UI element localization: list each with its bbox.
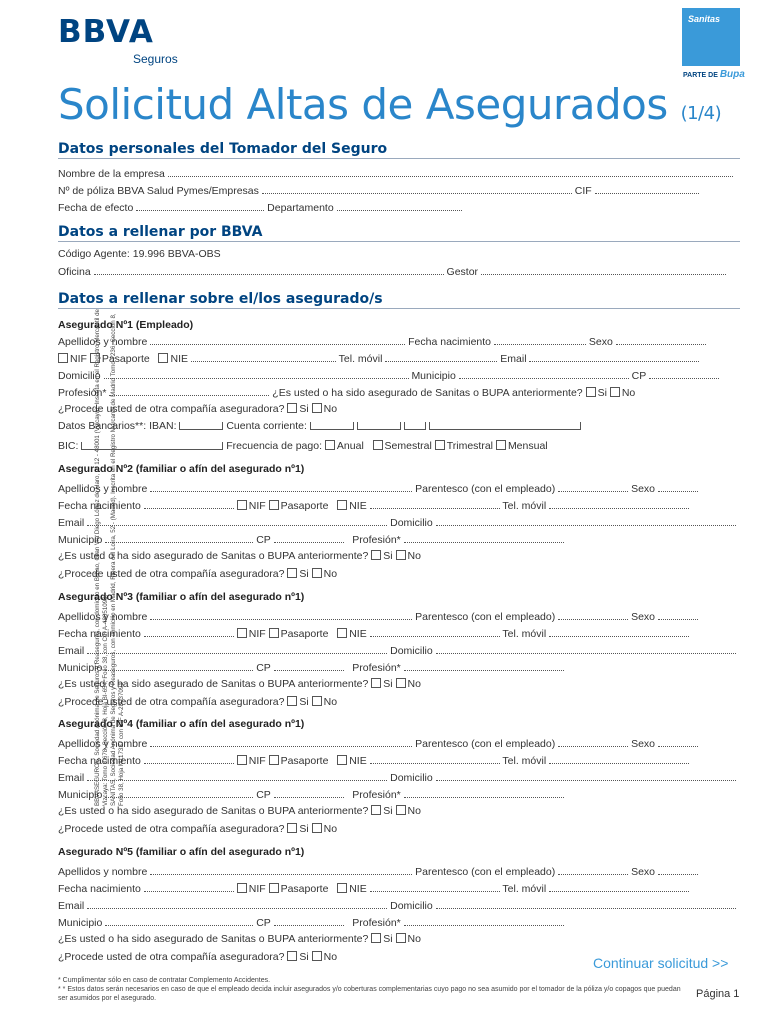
a5-sanitas-no[interactable]	[396, 933, 406, 943]
a3-doc-input[interactable]	[370, 627, 500, 637]
a5-sanitas-si[interactable]	[371, 933, 381, 943]
a4-nie-checkbox[interactable]	[337, 755, 347, 765]
a5-row4: Municipio CP Profesión*	[58, 916, 742, 929]
a1-iban-input[interactable]	[179, 422, 223, 430]
a2-fecha-input[interactable]	[144, 499, 234, 509]
a1-domicilio-input[interactable]	[104, 369, 409, 379]
a1-otra-no[interactable]	[312, 403, 322, 413]
a1-sexo-input[interactable]	[616, 335, 706, 345]
a3-municipio-input[interactable]	[105, 661, 253, 671]
a2-row6: ¿Procede usted de otra compañía aseguradora? Si No	[58, 568, 338, 580]
empresa-input[interactable]	[168, 167, 733, 177]
a4-otra-no[interactable]	[312, 823, 322, 833]
a2-sanitas-no[interactable]	[396, 550, 406, 560]
a5-otra-si[interactable]	[287, 951, 297, 961]
poliza-input[interactable]	[262, 184, 572, 194]
a2-sexo-input[interactable]	[658, 482, 698, 492]
a2-email-input[interactable]	[87, 516, 387, 526]
a2-doc-input[interactable]	[370, 499, 500, 509]
bbva-seguros-label: Seguros	[133, 52, 178, 66]
field-empresa: Nombre de la empresa	[58, 167, 742, 180]
a4-pasaporte-checkbox[interactable]	[269, 755, 279, 765]
a4-row5: ¿Es usted o ha sido asegurado de Sanitas o BUPA anteriormente? Si No	[58, 805, 421, 817]
a4-sanitas-no[interactable]	[396, 805, 406, 815]
a5-nif-checkbox[interactable]	[237, 883, 247, 893]
a1-cuenta-2[interactable]	[357, 422, 401, 430]
continuar-link[interactable]: Continuar solicitud >>	[593, 955, 729, 971]
a2-municipio-input[interactable]	[105, 533, 253, 543]
asegurado-4-header: Asegurado Nº4 (familiar o afín del asegurado nº1)	[58, 718, 305, 730]
a3-sanitas-si[interactable]	[371, 678, 381, 688]
a5-domicilio-input[interactable]	[436, 899, 736, 909]
a3-apellidos-input[interactable]	[150, 610, 412, 620]
a4-sanitas-si[interactable]	[371, 805, 381, 815]
a2-domicilio-input[interactable]	[436, 516, 736, 526]
a5-row1: Apellidos y nombre Parentesco (con el empleado) Sexo	[58, 865, 742, 878]
a1-cp-input[interactable]	[649, 369, 719, 379]
a1-row5: ¿Procede usted de otra compañía aseguradora? Si No	[58, 403, 338, 415]
a1-bic-input[interactable]	[81, 442, 223, 450]
cif-input[interactable]	[595, 184, 699, 194]
a5-profesion-input[interactable]	[404, 916, 564, 926]
a5-parentesco-input[interactable]	[558, 865, 628, 875]
a1-sanitas-no[interactable]	[610, 387, 620, 397]
a3-nif-checkbox[interactable]	[237, 628, 247, 638]
a1-row4: Profesión* ¿Es usted o ha sido asegurado de Sanitas o BUPA anteriormente? Si No	[58, 387, 636, 399]
a1-nie-checkbox[interactable]	[158, 353, 168, 363]
a3-profesion-input[interactable]	[404, 661, 564, 671]
a3-fecha-input[interactable]	[144, 627, 234, 637]
asegurado-3-header: Asegurado Nº3 (familiar o afín del asegurado nº1)	[58, 591, 305, 603]
a1-nif-checkbox[interactable]	[58, 353, 68, 363]
a3-cp-input[interactable]	[274, 661, 344, 671]
a1-cuenta-4[interactable]	[429, 422, 581, 430]
a5-fecha-input[interactable]	[144, 882, 234, 892]
a4-row4: Municipio CP Profesión*	[58, 788, 742, 801]
a1-apellidos-input[interactable]	[150, 335, 405, 345]
a1-cuenta-3[interactable]	[404, 422, 426, 430]
field-fecha-efecto: Fecha de efecto Departamento	[58, 201, 742, 214]
a1-email-input[interactable]	[529, 352, 699, 362]
a3-row6: ¿Procede usted de otra compañía aseguradora? Si No	[58, 696, 338, 708]
a3-row2: Fecha nacimiento NIF Pasaporte NIE Tel. móvil	[58, 627, 742, 640]
a3-row3: Email Domicilio	[58, 644, 742, 657]
a1-sanitas-si[interactable]	[586, 387, 596, 397]
a4-cp-input[interactable]	[274, 788, 344, 798]
a2-otra-si[interactable]	[287, 568, 297, 578]
a4-domicilio-input[interactable]	[436, 771, 736, 781]
a5-municipio-input[interactable]	[105, 916, 253, 926]
a1-profesion-input[interactable]	[109, 386, 269, 396]
a2-tel-input[interactable]	[549, 499, 689, 509]
asegurado-5-header: Asegurado Nº5 (familiar o afín del asegurado nº1)	[58, 846, 305, 858]
a5-nie-checkbox[interactable]	[337, 883, 347, 893]
codigo-agente: Código Agente: 19.996 BBVA-OBS	[58, 248, 221, 260]
footnote-1: * Cumplimentar sólo en caso de contratar Complemento Accidentes.	[58, 977, 271, 984]
a4-email-input[interactable]	[87, 771, 387, 781]
a3-row1: Apellidos y nombre Parentesco (con el empleado) Sexo	[58, 610, 742, 623]
a3-tel-input[interactable]	[549, 627, 689, 637]
a1-pasaporte-checkbox[interactable]	[90, 353, 100, 363]
a4-row6: ¿Procede usted de otra compañía aseguradora? Si No	[58, 823, 338, 835]
a4-municipio-input[interactable]	[105, 788, 253, 798]
a5-email-input[interactable]	[87, 899, 387, 909]
parte-de-bupa: PARTE DE Bupa	[683, 69, 745, 80]
page-number: Página 1	[696, 988, 740, 1000]
a1-row6: Datos Bancarios**: IBAN: Cuenta corriente:	[58, 420, 742, 432]
field-poliza: Nº de póliza BBVA Salud Pymes/Empresas CIF	[58, 184, 742, 197]
a1-fecha-input[interactable]	[494, 335, 586, 345]
a1-tel-input[interactable]	[385, 352, 497, 362]
a1-row3: Domicilio Municipio CP	[58, 369, 742, 382]
a3-otra-no[interactable]	[312, 696, 322, 706]
a4-otra-si[interactable]	[287, 823, 297, 833]
a2-profesion-input[interactable]	[404, 533, 564, 543]
a2-nif-checkbox[interactable]	[237, 500, 247, 510]
a3-email-input[interactable]	[87, 644, 387, 654]
a4-fecha-input[interactable]	[144, 754, 234, 764]
oficina-input[interactable]	[94, 265, 444, 275]
a2-apellidos-input[interactable]	[150, 482, 412, 492]
a1-otra-si[interactable]	[287, 403, 297, 413]
a5-row5: ¿Es usted o ha sido asegurado de Sanitas o BUPA anteriormente? Si No	[58, 933, 421, 945]
a4-tel-input[interactable]	[549, 754, 689, 764]
a3-parentesco-input[interactable]	[558, 610, 628, 620]
a4-apellidos-input[interactable]	[150, 737, 412, 747]
a4-row2: Fecha nacimiento NIF Pasaporte NIE Tel. móvil	[58, 754, 742, 767]
a5-apellidos-input[interactable]	[150, 865, 412, 875]
fecha-efecto-input[interactable]	[136, 201, 264, 211]
a5-sexo-input[interactable]	[658, 865, 698, 875]
section-bbva: Datos a rellenar por BBVA	[58, 224, 740, 242]
gestor-input[interactable]	[481, 265, 726, 275]
a3-row4: Municipio CP Profesión*	[58, 661, 742, 674]
a2-pasaporte-checkbox[interactable]	[269, 500, 279, 510]
a5-pasaporte-checkbox[interactable]	[269, 883, 279, 893]
a4-doc-input[interactable]	[370, 754, 500, 764]
a4-row1: Apellidos y nombre Parentesco (con el empleado) Sexo	[58, 737, 742, 750]
section-asegurados: Datos a rellenar sobre el/los asegurado/s	[58, 291, 740, 309]
a3-sanitas-no[interactable]	[396, 678, 406, 688]
a4-nif-checkbox[interactable]	[237, 755, 247, 765]
a2-row2: Fecha nacimiento NIF Pasaporte NIE Tel. móvil	[58, 499, 742, 512]
a1-row1: Apellidos y nombre Fecha nacimiento Sexo	[58, 335, 742, 348]
a2-sanitas-si[interactable]	[371, 550, 381, 560]
a1-anual[interactable]	[325, 440, 335, 450]
a3-otra-si[interactable]	[287, 696, 297, 706]
asegurado-1-header: Asegurado Nº1 (Empleado)	[58, 319, 194, 331]
a4-profesion-input[interactable]	[404, 788, 564, 798]
a1-mensual[interactable]	[496, 440, 506, 450]
section-tomador: Datos personales del Tomador del Seguro	[58, 141, 740, 159]
a2-otra-no[interactable]	[312, 568, 322, 578]
a5-doc-input[interactable]	[370, 882, 500, 892]
bbva-logo: BBVA	[58, 14, 154, 50]
a1-row7: BIC: Frecuencia de pago: Anual Semestral Trimestral Mensual	[58, 440, 548, 452]
a5-row2: Fecha nacimiento NIF Pasaporte NIE Tel. móvil	[58, 882, 742, 895]
sanitas-logo: Sanitas	[682, 8, 740, 66]
legal-side-text: BBVASEGUROS, Sociedad Anónima de Seguros y Reaseguros, con domicilio en Bilbao, Gran Vía Diego López de Haro, nº 12 - 48001 (Vizcaya). Inscrita en el Registro Mercantil de Vizcaya: Tomo 3.678, Sección 8, Hoja BI-654, Folio 38, con CIF A-48051098. SANITAS, Sociedad Anónima de Seguros y Reaseguros, con domicilio en Madrid, Ribera del Loira, 52 - (Madrid). Inscrita en el Registro Mercantil de Madrid Tomo 7236, Sección 8, Folio 38, Hoja M117337 con CIF A-28037091	[94, 309, 125, 806]
a1-trimestral[interactable]	[435, 440, 445, 450]
a3-sexo-input[interactable]	[658, 610, 698, 620]
a2-cp-input[interactable]	[274, 533, 344, 543]
a3-pasaporte-checkbox[interactable]	[269, 628, 279, 638]
a2-row5: ¿Es usted o ha sido asegurado de Sanitas o BUPA anteriormente? Si No	[58, 550, 421, 562]
a4-sexo-input[interactable]	[658, 737, 698, 747]
a2-row3: Email Domicilio	[58, 516, 742, 529]
a1-doc-input[interactable]	[191, 352, 336, 362]
footnote-2: * * Estos datos serán necesarios en caso de que el empleado decida incluir asegurados y/o coberturas complementarias cuyo pago no sea asumido por el tomador de la póliza y/o copagos que puedan ser asumidos por el asegurado.	[58, 986, 681, 1002]
a4-parentesco-input[interactable]	[558, 737, 628, 747]
a4-row3: Email Domicilio	[58, 771, 742, 784]
a2-row4: Municipio CP Profesión*	[58, 533, 742, 546]
a2-row1: Apellidos y nombre Parentesco (con el empleado) Sexo	[58, 482, 742, 495]
a5-cp-input[interactable]	[274, 916, 344, 926]
a1-municipio-input[interactable]	[459, 369, 629, 379]
page-title: Solicitud Altas de Asegurados (1/4)	[58, 80, 722, 129]
a1-semestral[interactable]	[373, 440, 383, 450]
a3-domicilio-input[interactable]	[436, 644, 736, 654]
field-oficina: Oficina Gestor	[58, 265, 742, 278]
a3-row5: ¿Es usted o ha sido asegurado de Sanitas o BUPA anteriormente? Si No	[58, 678, 421, 690]
a5-row6: ¿Procede usted de otra compañía aseguradora? Si No	[58, 951, 338, 963]
a2-nie-checkbox[interactable]	[337, 500, 347, 510]
a5-otra-no[interactable]	[312, 951, 322, 961]
a5-row3: Email Domicilio	[58, 899, 742, 912]
a3-nie-checkbox[interactable]	[337, 628, 347, 638]
a1-row2: NIF Pasaporte NIE Tel. móvil Email	[58, 352, 742, 365]
departamento-input[interactable]	[337, 201, 462, 211]
a5-tel-input[interactable]	[549, 882, 689, 892]
a1-cuenta-1[interactable]	[310, 422, 354, 430]
asegurado-2-header: Asegurado Nº2 (familiar o afín del asegurado nº1)	[58, 463, 305, 475]
a2-parentesco-input[interactable]	[558, 482, 628, 492]
